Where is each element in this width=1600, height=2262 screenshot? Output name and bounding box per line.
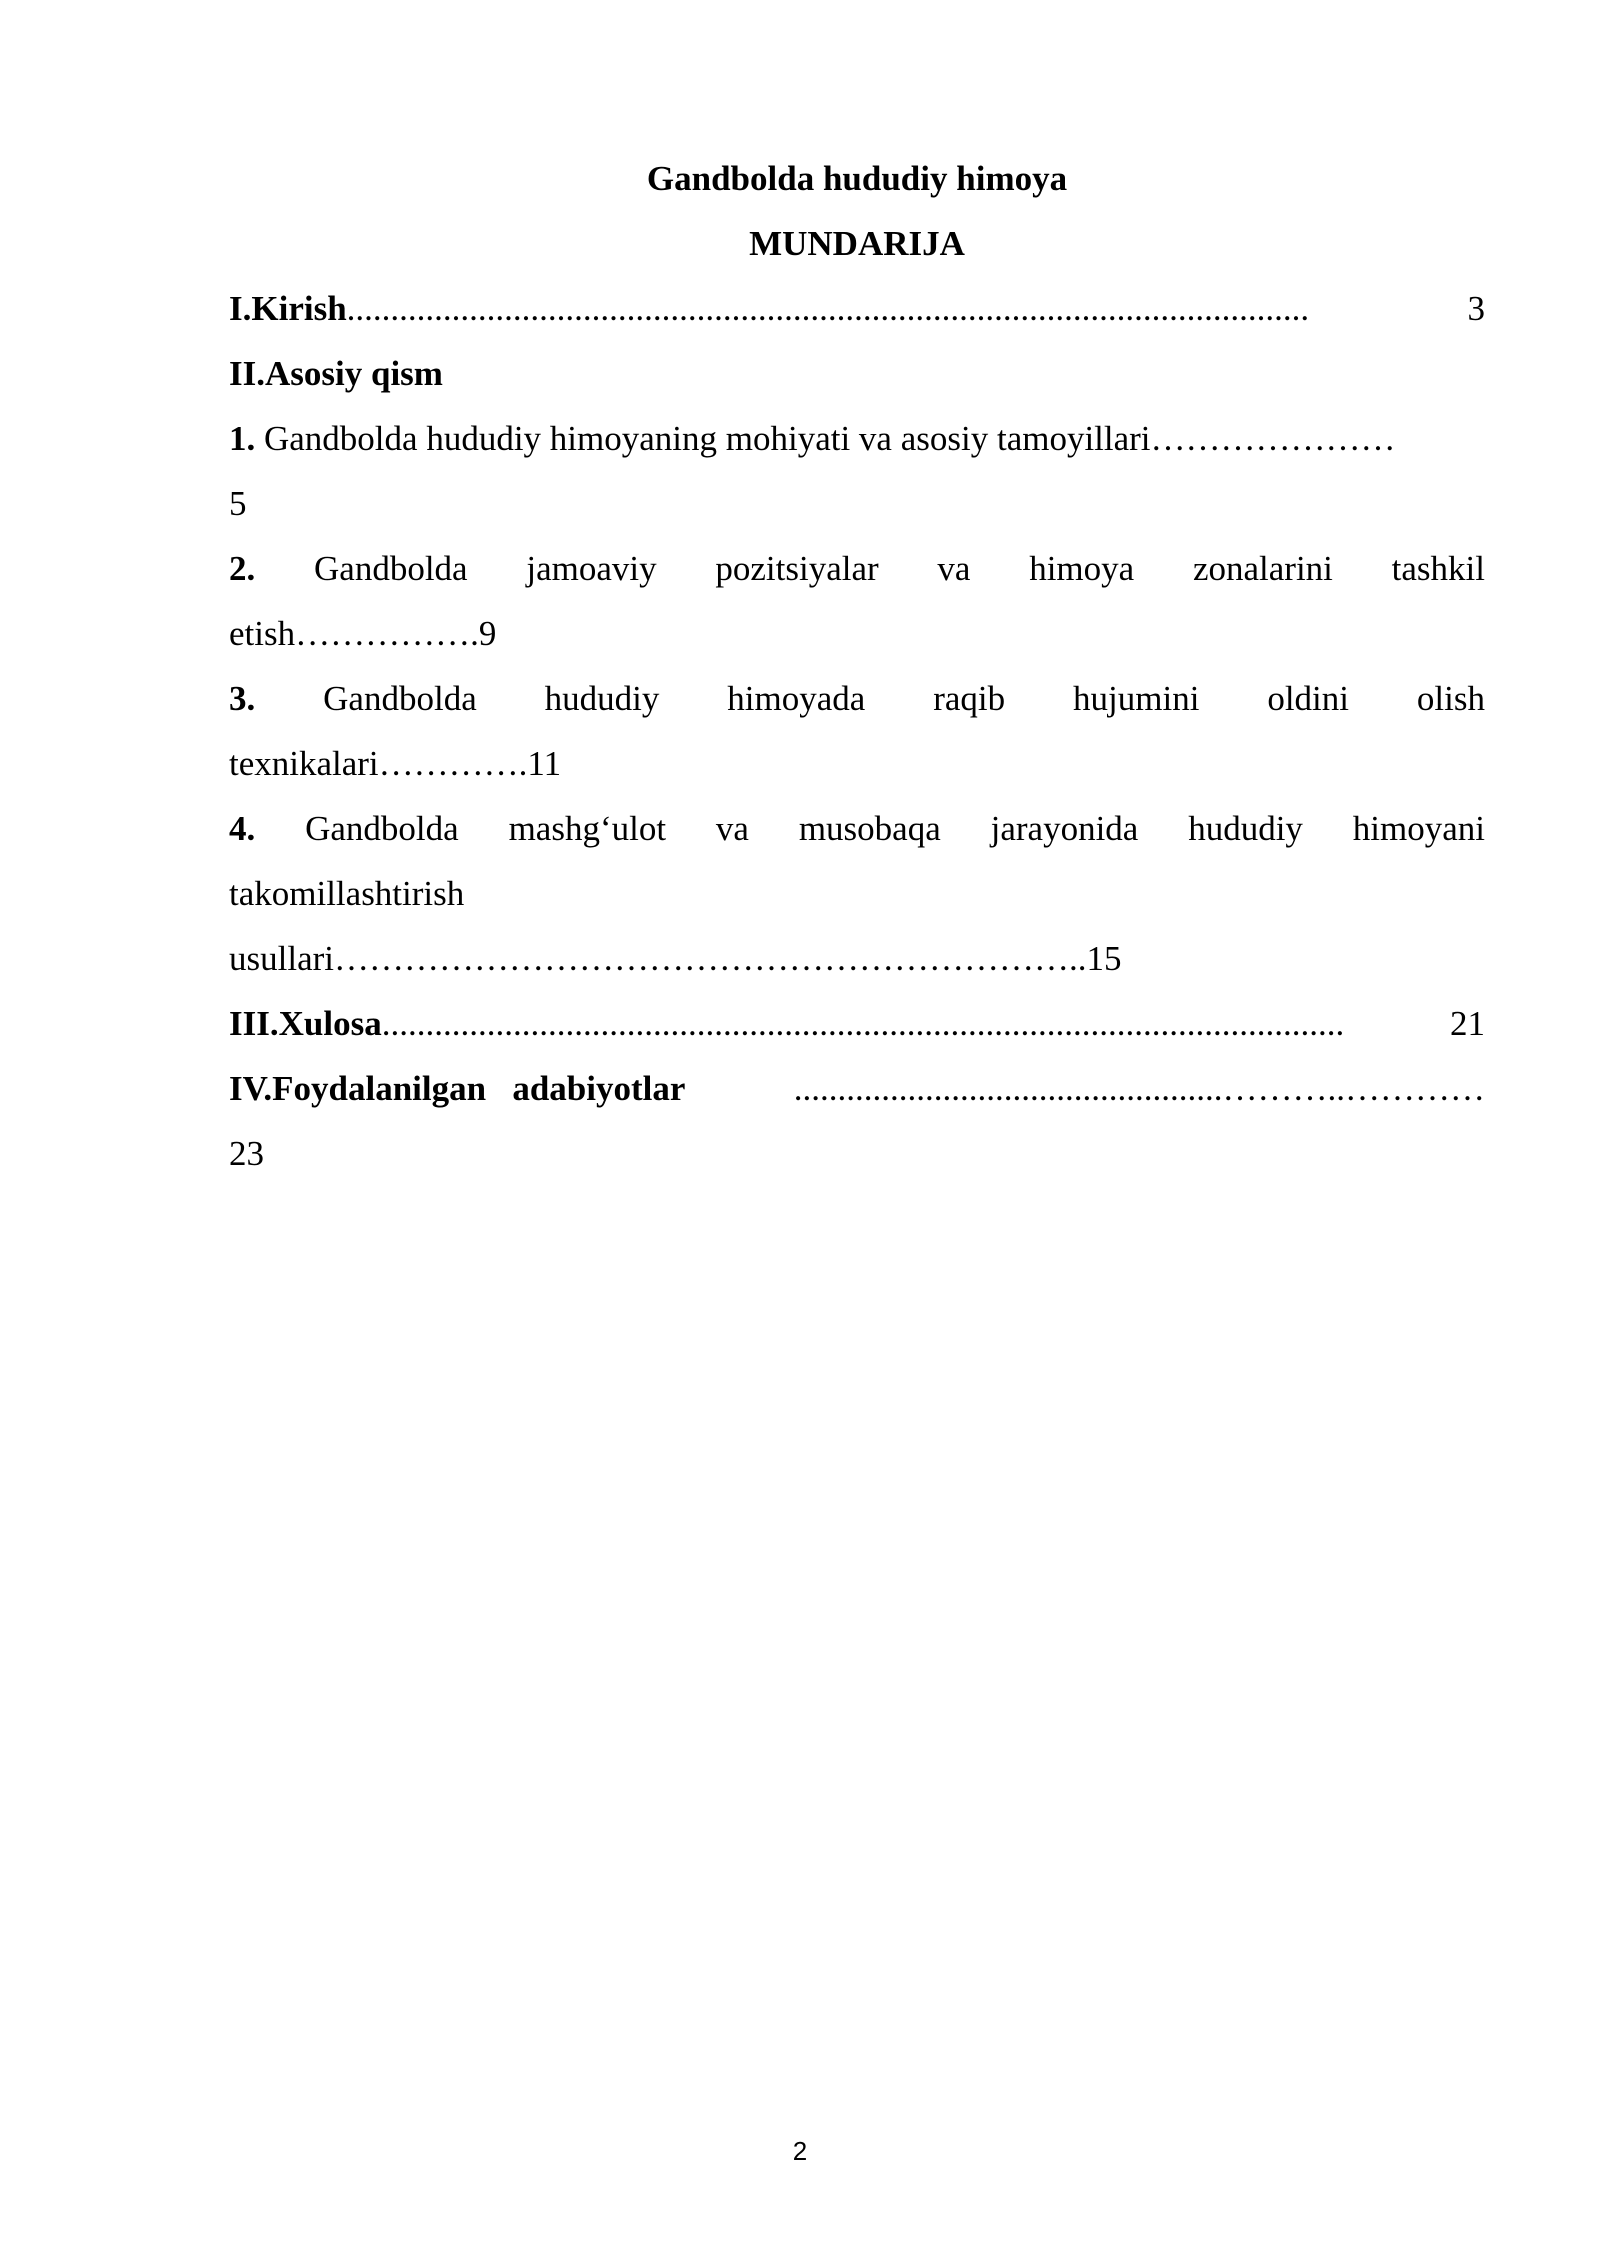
toc-entry-4-line-3: usullari………………………………………………………..15: [229, 939, 1122, 978]
toc-entry-intro: [229, 276, 1485, 341]
toc-page-number: 21: [1450, 1004, 1485, 1043]
document-title: Gandbolda hududiy himoya: [646, 159, 1068, 198]
toc-entry-label: I.Kirish: [229, 289, 347, 328]
toc-page-number: 5: [229, 484, 247, 523]
page-number: 2: [792, 2136, 808, 2166]
toc-entry-main: II.Asosiy qism: [229, 354, 443, 393]
table-of-contents: [229, 146, 1485, 1186]
toc-entry-text: Gandbolda hududiy himoyada raqib hujumini oldini olish: [255, 679, 1485, 718]
toc-entry-text: Gandbolda hududiy himoyaning mohiyati va asosiy tamoyillari…………………: [255, 419, 1396, 458]
toc-entry-3-line-1: [229, 666, 1485, 731]
toc-entry-number: 3.: [229, 679, 256, 718]
toc-page-number: 23: [229, 1134, 264, 1173]
toc-entry-4-line-1: [229, 796, 1485, 861]
toc-entry-label: III.Xulosa: [229, 1004, 382, 1043]
toc-entry-number: 1.: [229, 419, 256, 458]
toc-entry-text: Gandbolda mashg‘ulot va musobaqa jarayonida hududiy himoyani: [255, 809, 1485, 848]
toc-entry-number: 2.: [229, 549, 256, 588]
toc-page-number: 3: [1467, 289, 1485, 328]
toc-entry-4-line-2: takomillashtirish: [229, 874, 465, 913]
toc-heading: MUNDARIJA: [749, 224, 965, 263]
toc-entry-1: [229, 406, 1485, 471]
toc-entry-number: 4.: [229, 809, 256, 848]
toc-entry-2-line-1: [229, 536, 1485, 601]
toc-entry-label: IV.Foydalanilgan adabiyotlar: [229, 1069, 686, 1108]
toc-entry-references: [229, 1056, 1485, 1121]
toc-entry-conclusion: [229, 991, 1485, 1056]
toc-leader: .................................................………..…………: [767, 1069, 1485, 1108]
toc-leader: ..............................................................................................................: [346, 289, 1310, 328]
toc-leader: ..............................................................................................................: [381, 1004, 1345, 1043]
toc-entry-text: Gandbolda jamoaviy pozitsiyalar va himoya zonalarini tashkil: [255, 549, 1485, 588]
toc-entry-2-line-2: etish…………….9: [229, 614, 497, 653]
toc-entry-3-line-2: texnikalari………….11: [229, 744, 562, 783]
